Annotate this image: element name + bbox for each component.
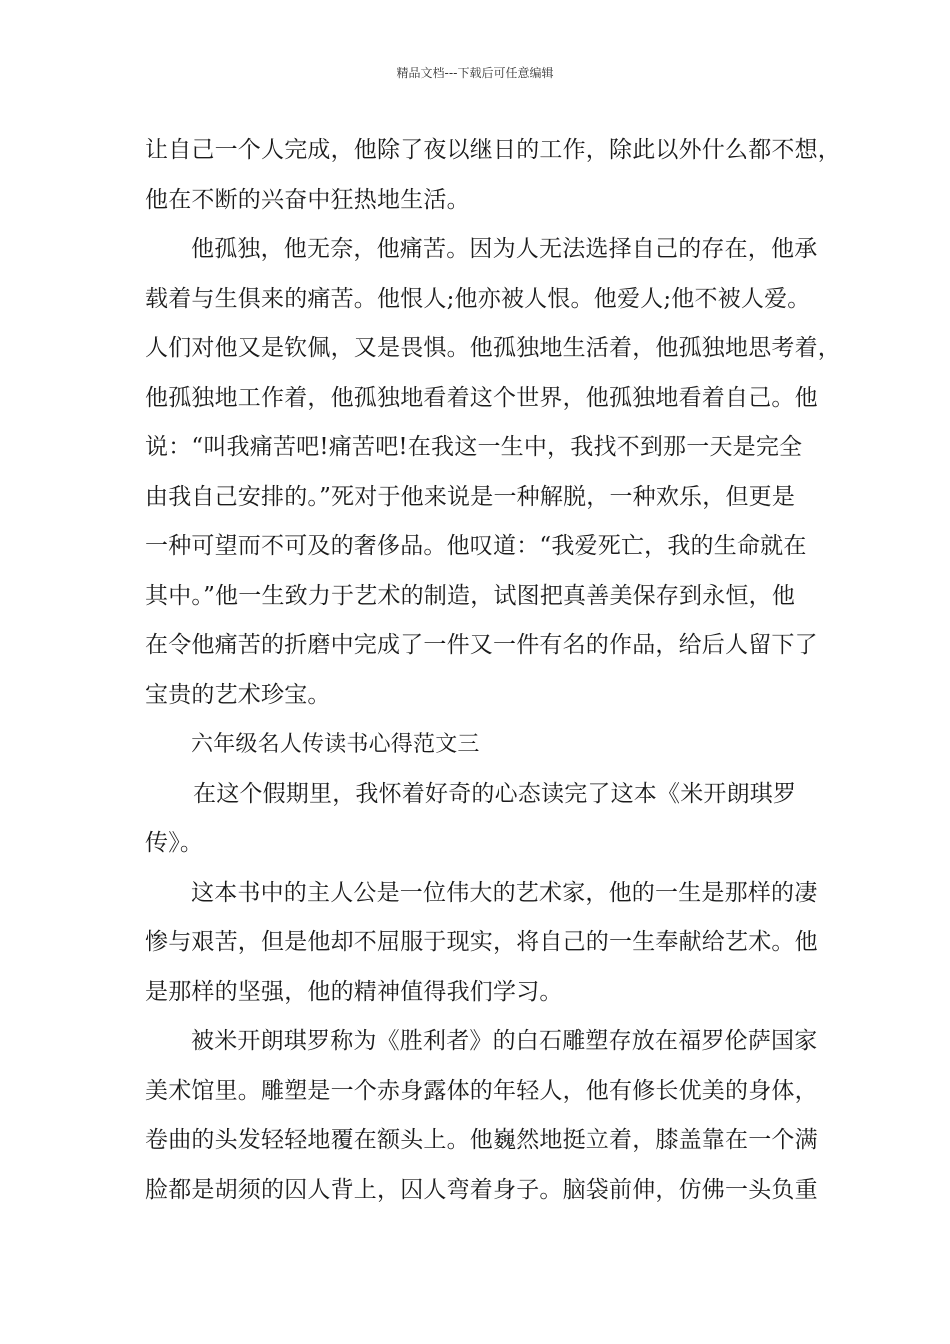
text-line: 由我自己安排的。”死对于他来说是一种解脱，一种欢乐，但更是	[145, 483, 796, 510]
text-line: 载着与生俱来的痛苦。他恨人;他亦被人恨。他爱人;他不被人爱。	[145, 285, 811, 312]
paragraph-start-line: 被米开朗琪罗称为《胜利者》的白石雕塑存放在福罗伦萨国家	[191, 1028, 818, 1054]
text-line: 是那样的坚强，他的精神值得我们学习。	[145, 978, 563, 1005]
text-line: 让自己一个人完成，他除了夜以继日的工作，除此以外什么都不想，	[145, 137, 841, 163]
text-line: 人们对他又是钦佩，又是畏惧。他孤独地生活着，他孤独地思考着，	[145, 335, 841, 361]
text-line: 卷曲的头发轻轻地覆在额头上。他巍然地挺立着，膝盖靠在一个满	[145, 1127, 818, 1153]
page-header: 精品文档---下载后可任意编辑	[396, 66, 554, 80]
text-line: 他孤独地工作着，他孤独地看着这个世界，他孤独地看着自己。他	[145, 384, 818, 411]
paragraph-start-line: 在这个假期里，我怀着好奇的心态读完了这本《米开朗琪罗	[193, 780, 797, 807]
text-line: 他在不断的兴奋中狂热地生活。	[145, 186, 470, 213]
text-line: 其中。”他一生致力于艺术的制造，试图把真善美保存到永恒，他	[145, 582, 796, 609]
paragraph-start-line: 他孤独，他无奈，他痛苦。因为人无法选择自己的存在，他承	[191, 236, 818, 262]
text-line: 传》。	[145, 830, 204, 856]
body-text	[145, 126, 841, 1215]
text-line: 惨与艰苦，但是他却不屈服于现实，将自己的一生奉献给艺术。他	[145, 929, 818, 955]
text-line: 脸都是胡须的囚人背上，囚人弯着身子。脑袋前伸，仿佛一头负重	[145, 1176, 818, 1203]
text-line: 在令他痛苦的折磨中完成了一件又一件有名的作品，给后人留下了	[145, 632, 818, 658]
text-line: 美术馆里。雕塑是一个赤身露体的年轻人，他有修长优美的身体，	[145, 1077, 818, 1104]
section-heading: 六年级名人传读书心得范文三	[191, 732, 480, 757]
text-line: 一种可望而不可及的奢侈品。他叹道：“我爱死亡，我的生命就在	[145, 533, 807, 559]
paragraph-start-line: 这本书中的主人公是一位伟大的艺术家，他的一生是那样的凄	[191, 879, 818, 906]
text-line: 说：“叫我痛苦吧!痛苦吧!在我这一生中，我找不到那一天是完全	[145, 434, 803, 460]
text-line: 宝贵的艺术珍宝。	[145, 681, 331, 708]
